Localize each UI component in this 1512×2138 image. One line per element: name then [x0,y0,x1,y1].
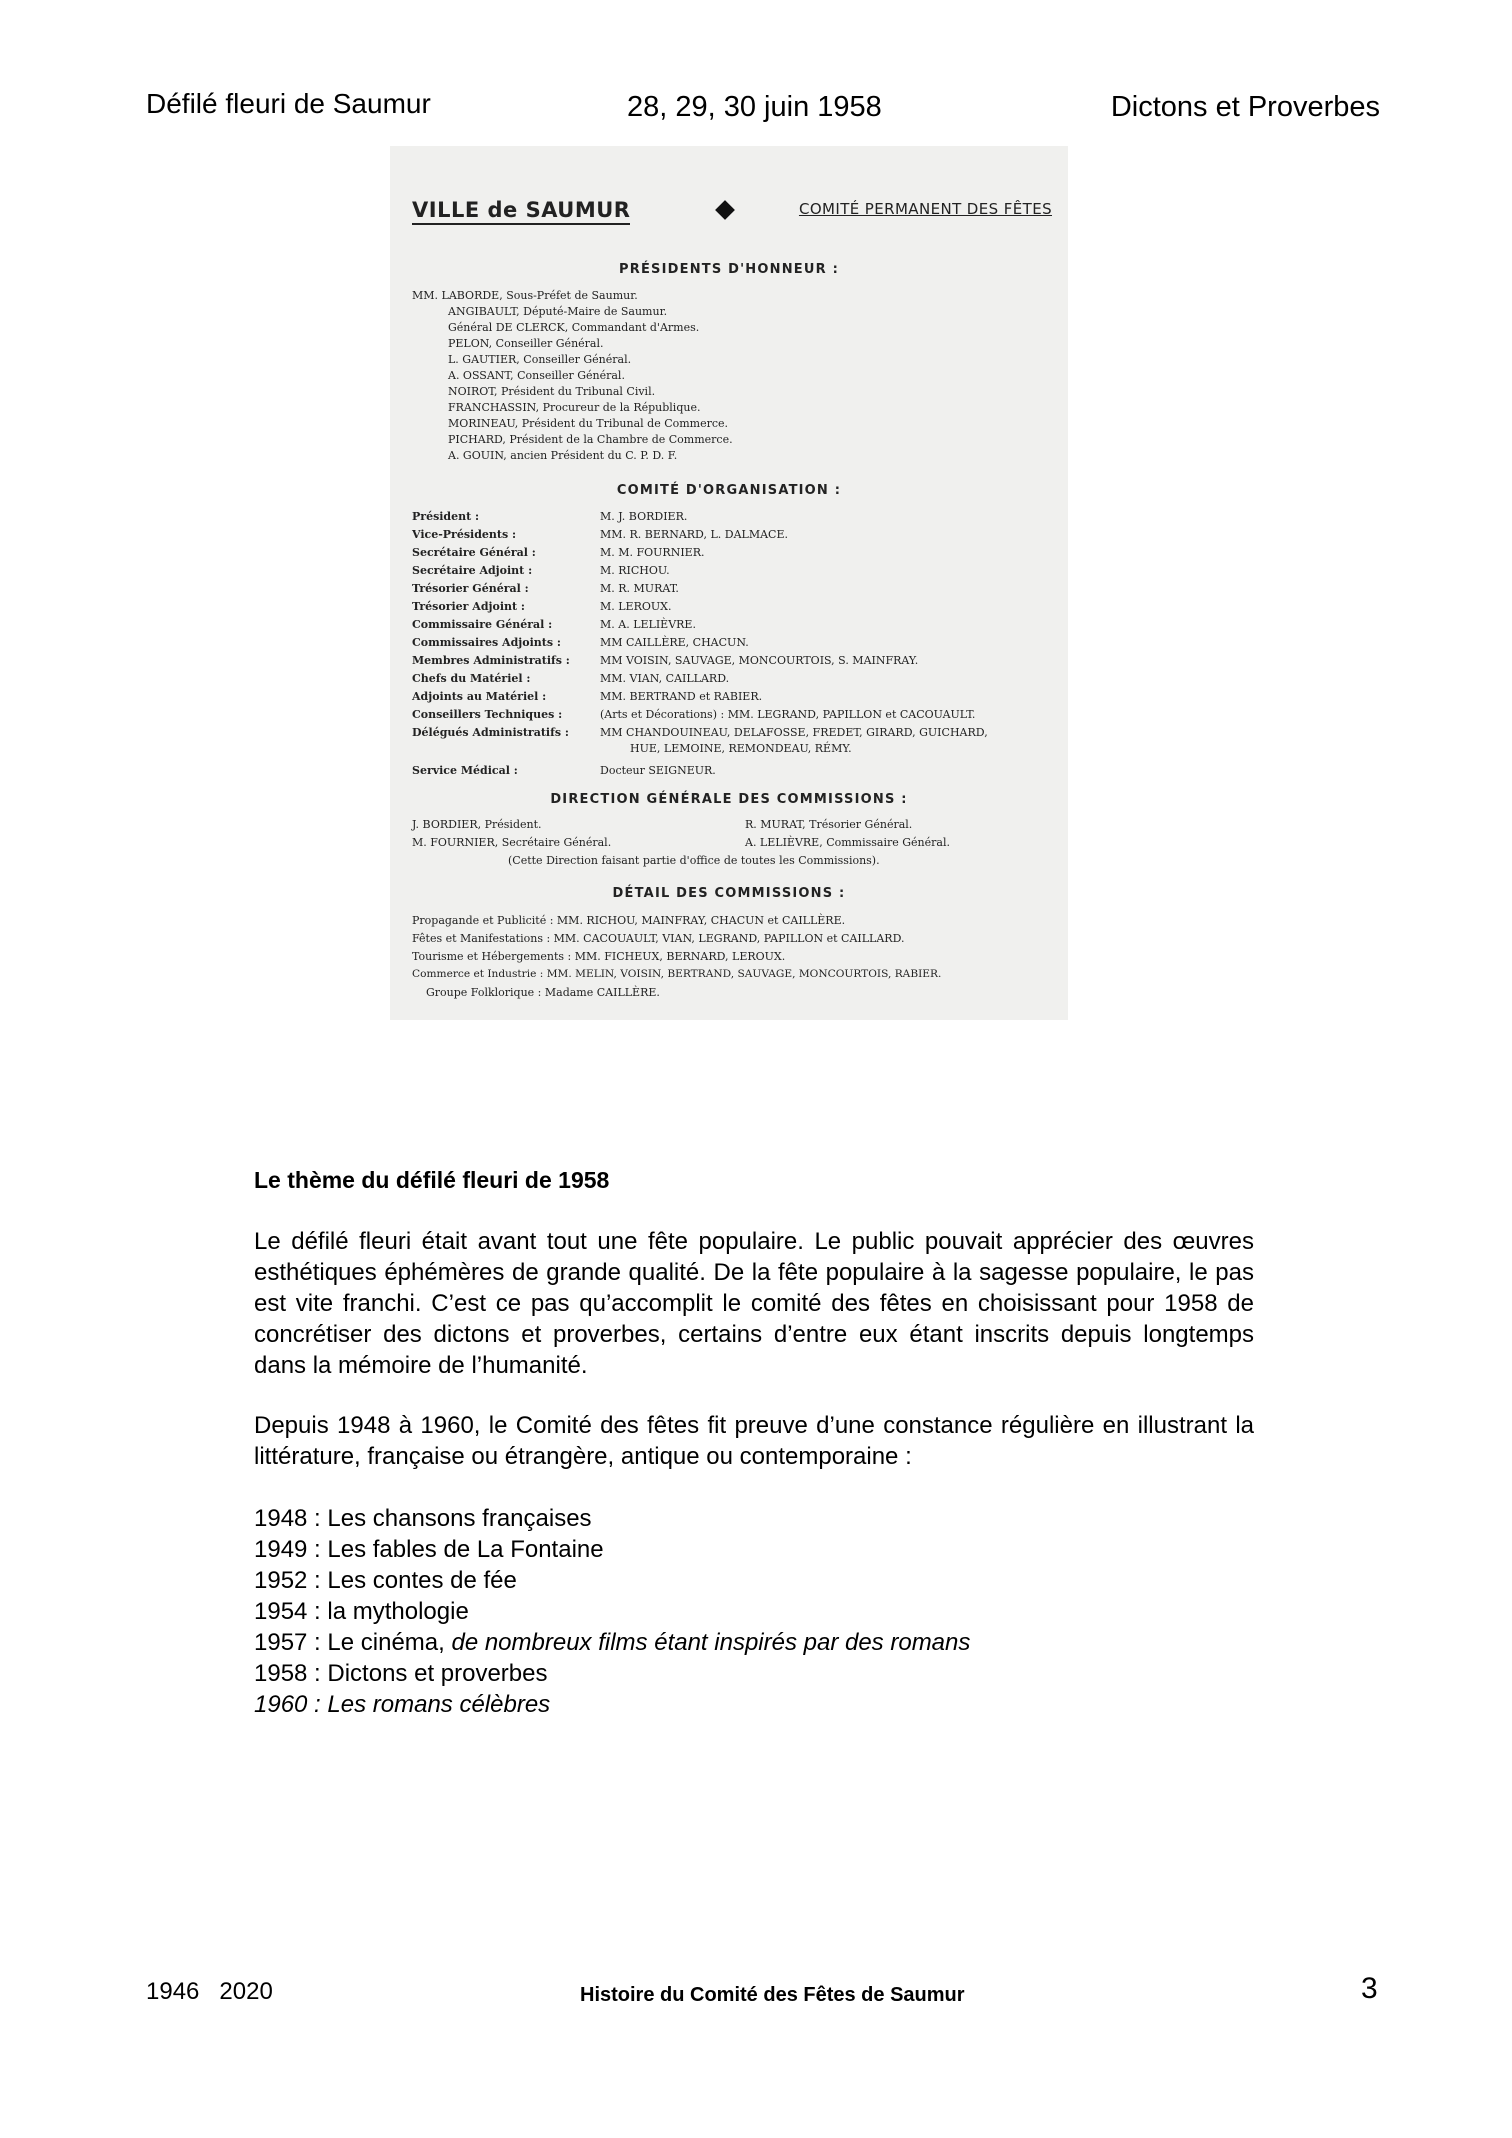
president-line: Général DE CLERCK, Commandant d'Armes. [448,321,700,334]
direction-line: M. FOURNIER, Secrétaire Général. [412,836,612,849]
president-line: MORINEAU, Président du Tribunal de Commerce. [448,417,729,430]
org-label: Adjoints au Matériel : [412,690,547,703]
header-right: Dictons et Proverbes [1110,91,1380,123]
direction-line: J. BORDIER, Président. [412,818,542,831]
org-value: MM. R. BERNARD, L. DALMACE. [600,528,788,541]
president-line: NOIROT, Président du Tribunal Civil. [448,385,656,398]
org-label: Secrétaire Général : [412,546,536,559]
org-value: M. A. LELIÈVRE. [600,618,696,631]
president-line: L. GAUTIER, Conseiller Général. [448,353,632,366]
scan-heading [412,198,1052,228]
list-item: 1958 : Dictons et proverbes [254,1660,548,1687]
scan-ville-title: VILLE de SAUMUR [412,198,630,225]
org-label: Secrétaire Adjoint : [412,564,533,577]
direction-line: A. LELIÈVRE, Commissaire Général. [745,836,950,849]
detail-line: Commerce et Industrie : MM. MELIN, VOISIN, BERTRAND, SAUVAGE, MONCOURTOIS, RABIER. [412,968,942,980]
org-value: MM. BERTRAND et RABIER. [600,690,763,703]
org-value: M. LEROUX. [600,600,672,613]
org-value: Docteur SEIGNEUR. [600,764,716,777]
president-line: PELON, Conseiller Général. [448,337,604,350]
diamond-ornament [715,200,735,220]
list-item: 1960 : Les romans célèbres [254,1691,551,1718]
list-item: 1954 : la mythologie [254,1598,469,1625]
detail-line: Tourisme et Hébergements : MM. FICHEUX, BERNARD, LEROUX. [412,950,786,963]
president-line: A. GOUIN, ancien Président du C. P. D. F. [448,449,678,462]
org-value: HUE, LEMOINE, REMONDEAU, RÉMY. [630,742,852,755]
org-label: Commissaires Adjoints : [412,636,561,649]
detail-line: Propagande et Publicité : MM. RICHOU, MAINFRAY, CHACUN et CAILLÈRE. [412,914,846,927]
org-label: Chefs du Matériel : [412,672,531,685]
detail-line: Fêtes et Manifestations : MM. CACOUAULT, VIAN, LEGRAND, PAPILLON et CAILLARD. [412,932,905,945]
section-title: Le thème du défilé fleuri de 1958 [254,1167,610,1193]
org-value: M. R. MURAT. [600,582,679,595]
org-label: Trésorier Adjoint : [412,600,525,613]
org-value: MM CHANDOUINEAU, DELAFOSSE, FREDET, GIRARD, GUICHARD, [600,726,988,739]
org-label: Commissaire Général : [412,618,553,631]
org-label: Président : [412,510,480,523]
org-value: M. RICHOU. [600,564,670,577]
org-label: Conseillers Techniques : [412,708,563,721]
org-value: MM. VIAN, CAILLARD. [600,672,730,685]
org-label: Délégués Administratifs : [412,726,569,739]
themes-list [254,1503,970,1720]
footer-title: Histoire du Comité des Fêtes de Saumur [580,1984,965,2006]
header-date: 28, 29, 30 juin 1958 [627,91,882,123]
direction-note: (Cette Direction faisant partie d'office de toutes les Commissions). [508,854,880,867]
direction-heading: DIRECTION GÉNÉRALE DES COMMISSIONS : [550,792,908,807]
org-value: (Arts et Décorations) : MM. LEGRAND, PAPILLON et CACOUAULT. [600,708,976,721]
detail-line: Groupe Folklorique : Madame CAILLÈRE. [426,986,660,999]
org-value: M. M. FOURNIER. [600,546,705,559]
scan-comite-title: COMITÉ PERMANENT DES FÊTES [798,200,1052,218]
org-label: Service Médical : [412,764,518,777]
list-item: 1952 : Les contes de fée [254,1567,517,1594]
list-item: 1948 : Les chansons françaises [254,1505,592,1532]
org-label: Vice-Présidents : [412,528,517,541]
org-label: Membres Administratifs : [412,654,570,667]
list-item-note: de nombreux films étant inspirés par des romans [451,1629,971,1656]
president-line: PICHARD, Président de la Chambre de Commerce. [448,433,733,446]
president-line: FRANCHASSIN, Procureur de la République. [448,401,701,414]
president-line: ANGIBAULT, Député-Maire de Saumur. [448,305,668,318]
footer-years: 1946 2020 [146,1978,273,2005]
list-item: 1949 : Les fables de La Fontaine [254,1536,604,1563]
presidents-heading: PRÉSIDENTS D'HONNEUR : [619,262,839,277]
org-value: MM VOISIN, SAUVAGE, MONCOURTOIS, S. MAINFRAY. [600,654,919,667]
direction-line: R. MURAT, Trésorier Général. [745,818,913,831]
paragraph-1: Le défilé fleuri était avant tout une fête populaire. Le public pouvait apprécier des œuvres esthétiques éphémères de grande qualité. De la fête populaire à la sagesse populaire, le pas est vite franchi. C’est ce pas qu’accomplit le comité des fêtes en choisissant pour 1958 de concrétiser des dictons et proverbes, certains d’entre eux étant inscrits depuis longtemps dans la mémoire de l’humanité. [254,1228,1254,1379]
scanned-document-image [390,146,1068,1020]
detail-heading: DÉTAIL DES COMMISSIONS : [612,886,846,901]
organisation-heading: COMITÉ D'ORGANISATION : [616,483,842,498]
header-left: Défilé fleuri de Saumur [146,88,431,119]
org-value: M. J. BORDIER. [600,510,688,523]
org-value: MM CAILLÈRE, CHACUN. [600,636,749,649]
president-line: A. OSSANT, Conseiller Général. [448,369,625,382]
page-number: 3 [1361,1972,1378,2005]
list-item: 1957 : Le cinéma, de nombreux films étant inspirés par des romans [254,1629,971,1656]
paragraph-2: Depuis 1948 à 1960, le Comité des fêtes fit preuve d’une constance régulière en illustrant la littérature, française ou étrangère, antique ou contemporaine : [254,1412,1254,1470]
org-label: Trésorier Général : [412,582,529,595]
president-line: MM. LABORDE, Sous-Préfet de Saumur. [412,289,638,302]
